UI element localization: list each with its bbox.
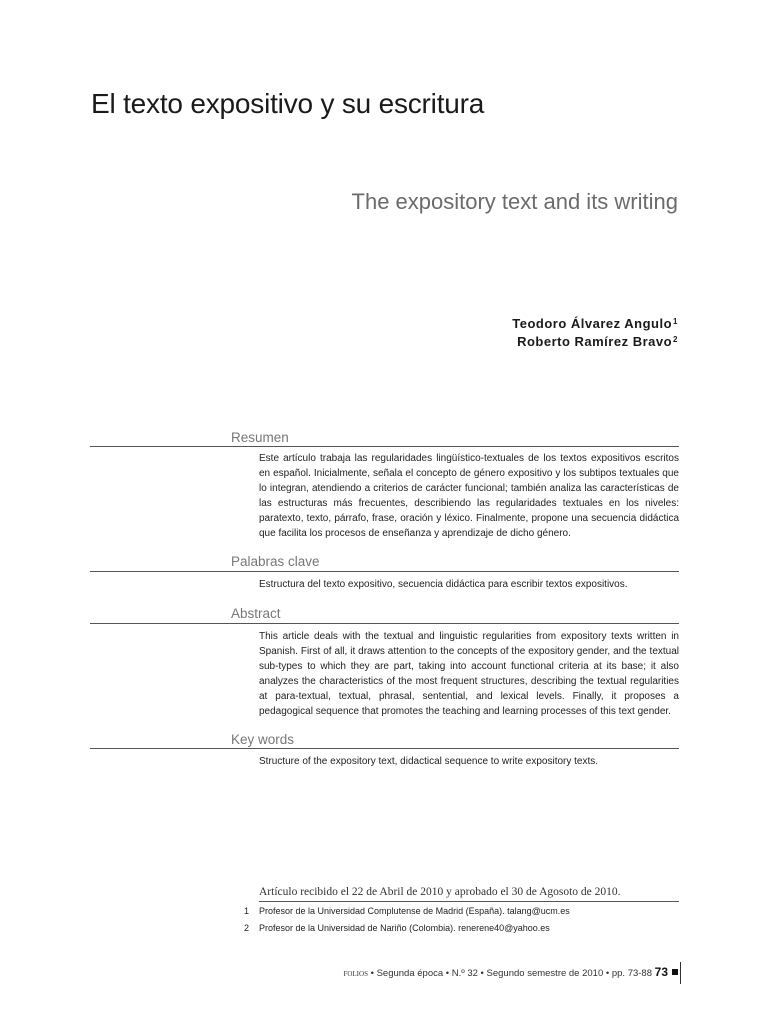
palabras-clave-rule [90,571,679,572]
author-1 [512,316,678,331]
resumen-rule [90,446,679,447]
keywords-text: Structure of the expository text, didactical sequence to write expository texts. [259,756,599,767]
resumen-text: Este artículo trabaja las regularidades lingüístico-textuales de los textos expositivos escritos en español. Inicialmente, señala el concepto de género expositivo y los subtipos textuales que lo integran, atendiendo a criterios de carácter funcional; también analiza las características de las estructuras más frecuentes, describiendo las regularidades textuales en los niveles: paratexto, texto, párrafo, frase, oración y léxico. Finalmente, propone una secuencia didáctica que facilita los procesos de enseñanza y aprendizaje de dicho género. [259,453,679,539]
palabras-clave-label: Palabras clave [231,554,320,569]
page-number-text: 73 [654,965,668,979]
footnote-rule [259,901,679,902]
abstract-text: This article deals with the textual and linguistic regularities from expository texts written in Spanish. First of all, it draws attention to the concepts of the expository gender, and the textual sub-types to which they are part, taking into account functional criteria at its base; it also analyzes the characteristics of the most frequent structures, describing the textual regularities at para-textual, textual, phrasal, sentential, and lexical levels. Finally, it proposes a pedagogical sequence that promotes the teaching and learning processes of this text gender. [259,631,679,717]
keywords-rule [90,748,679,749]
author-name: Teodoro Álvarez Angulo [512,316,673,331]
abstract-label: Abstract [231,606,281,621]
journal-name: folios [343,969,368,979]
footer-divider [680,962,681,984]
footnote-number: 1 [244,906,250,916]
keywords-label: Key words [231,732,295,747]
author-note: 2 [673,335,678,344]
page-number [655,965,678,979]
footnote-number: 2 [244,923,250,933]
author-name: Roberto Ramírez Bravo [517,334,673,349]
article-subtitle: The expository text and its writing [351,189,678,214]
footnote-1 [244,906,570,916]
article-title: El texto expositivo y su escritura [91,88,485,119]
author-note: 1 [673,317,678,326]
footnote-2 [244,923,550,933]
footnote-text: Profesor de la Universidad Complutense de Madrid (España). talang@ucm.es [259,906,570,916]
received-note: Artículo recibido el 22 de Abril de 2010 y aprobado el 30 de Agosoto de 2010. [259,886,621,898]
issue-info: • Segunda época • N.º 32 • Segundo semestre de 2010 • pp. 73-88 [367,968,652,979]
abstract-rule [90,623,679,624]
resumen-label: Resumen [231,430,289,445]
square-marker-icon [672,969,678,975]
running-footer [343,968,652,979]
palabras-clave-text: Estructura del texto expositivo, secuencia didáctica para escribir textos expositivos. [259,579,628,590]
author-2 [517,334,678,349]
footnote-text: Profesor de la Universidad de Nariño (Colombia). renerene40@yahoo.es [259,923,550,933]
